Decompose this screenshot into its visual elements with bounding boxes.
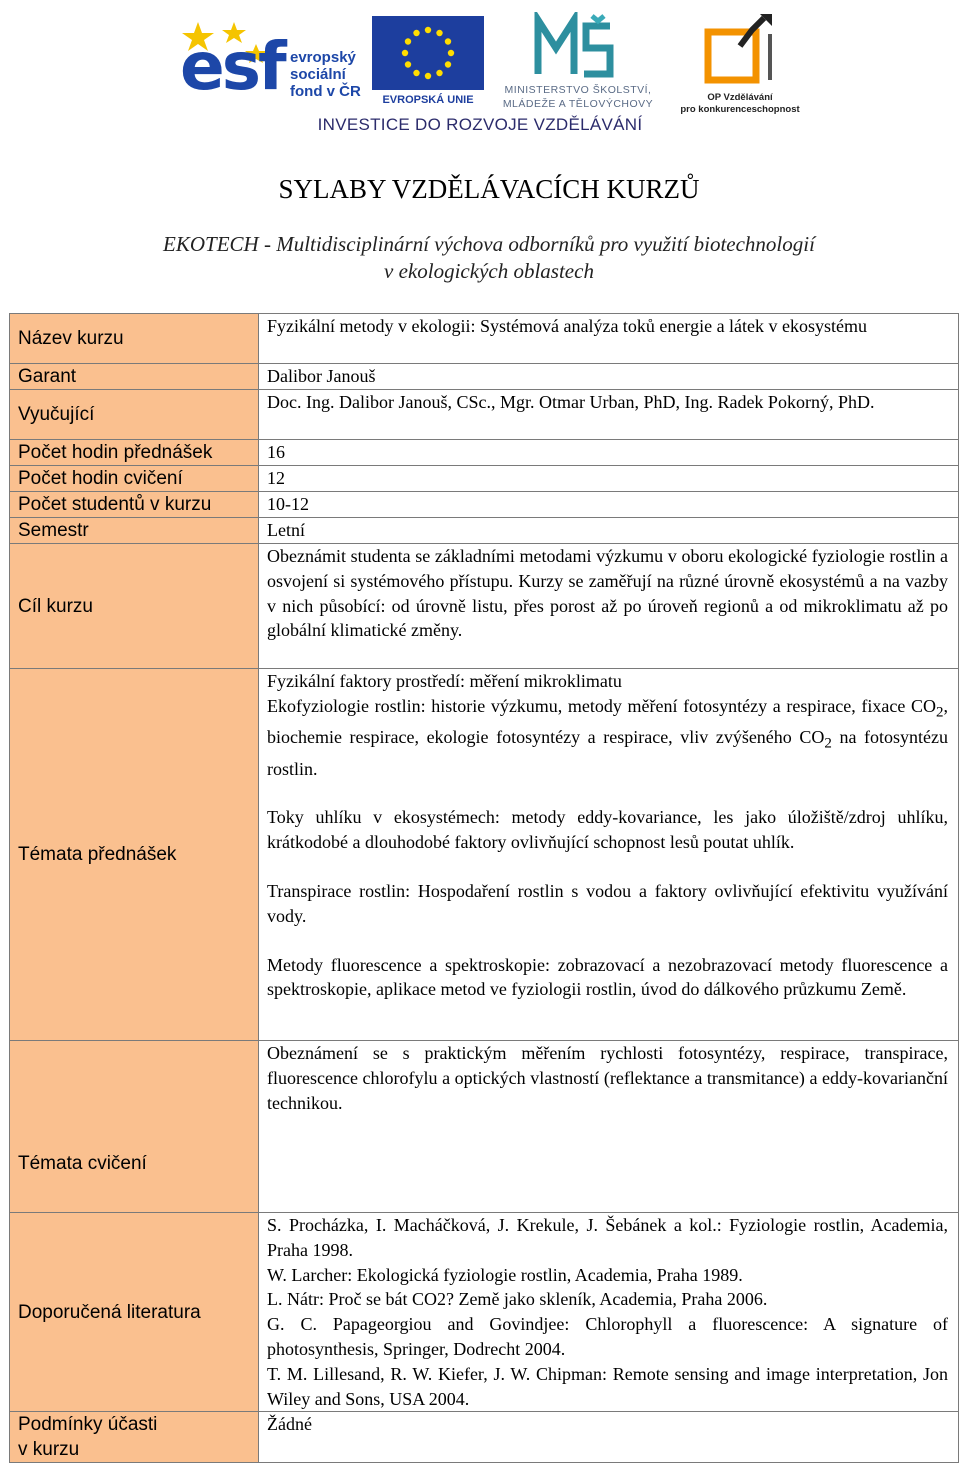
row-garant — [10, 364, 959, 390]
row-semestr — [10, 518, 959, 544]
literature-item: G. C. Papageorgiou and Govindjee: Chlorophyll a fluorescence: A signature of photosynthesis, Springer, Dodrecht 2004. — [267, 1314, 948, 1359]
label-garant: Garant — [10, 364, 259, 390]
document-title: SYLABY VZDĚLÁVACÍCH KURZŮ — [278, 174, 700, 204]
literature-item: W. Larcher: Ekologická fyziologie rostlin, Academia, Praha 1989. — [267, 1264, 743, 1285]
row-literatura — [10, 1213, 959, 1412]
label-podminky — [10, 1412, 259, 1463]
paragraph-gap — [267, 781, 948, 805]
value-garant: Dalibor Janouš — [259, 364, 959, 390]
co2-subscript: 2 — [936, 704, 944, 721]
row-temata-cviceni — [10, 1041, 959, 1213]
row-cil — [10, 544, 959, 669]
lecture-topic-2-part-b: , biochemie respirace, ekologie fotosyntézy a respirace, vliv zvýšeného CO — [267, 695, 948, 748]
label-studentu: Počet studentů v kurzu — [10, 492, 259, 518]
label-hodiny-prednasek: Počet hodin přednášek — [10, 440, 259, 466]
eu-label: EVROPSKÁ UNIE — [382, 94, 474, 106]
row-hodiny-prednasek — [10, 440, 959, 466]
value-podminky: Žádné — [259, 1412, 959, 1463]
lecture-topic-2-part-a: Ekofyziologie rostlin: historie výzkumu, metody měření fotosyntézy a respirace, fixace CO — [267, 695, 936, 716]
value-semestr: Letní — [259, 518, 959, 544]
msmt-line-2: MLÁDEŽE A TĚLOVÝCHOVY — [502, 98, 654, 110]
eu-logo — [372, 16, 484, 108]
esf-line-1: evropský — [290, 49, 356, 66]
label-cil: Cíl kurzu — [10, 544, 259, 669]
value-nazev: Fyzikální metody v ekologii: Systémová analýza toků energie a látek v ekosystému — [259, 314, 959, 364]
syllabus-table — [9, 313, 959, 1463]
op-logo — [680, 12, 800, 115]
row-hodiny-cviceni — [10, 466, 959, 492]
label-vyucujici: Vyučující — [10, 390, 259, 440]
value-temata-cviceni: Obeznámení se s praktickým měřením rychlosti fotosyntézy, respirace, transpirace, fluorescence chlorofylu a optických vlastností (reflektance a transmitance) a eddy-kovarianční technikou. — [259, 1041, 959, 1213]
value-hodiny-prednasek: 16 — [259, 440, 959, 466]
lecture-topic-1: Fyzikální faktory prostředí: měření mikroklimatu — [267, 671, 622, 691]
row-nazev — [10, 314, 959, 364]
op-line-2: pro konkurenceschopnost — [680, 104, 800, 115]
value-vyucujici: Doc. Ing. Dalibor Janouš, CSc., Mgr. Otmar Urban, PhD, Ing. Radek Pokorný, PhD. — [259, 390, 959, 440]
label-podminky-line-1: Podmínky účasti — [18, 1414, 158, 1436]
subtitle-line-2: v ekologických oblastech — [384, 259, 594, 283]
paragraph-gap — [267, 855, 948, 879]
label-temata-cviceni: Témata cvičení — [10, 1041, 259, 1213]
co2-subscript: 2 — [824, 735, 832, 752]
label-podminky-line-2: v kurzu — [18, 1439, 80, 1461]
lecture-topic-2 — [267, 694, 948, 782]
label-semestr: Semestr — [10, 518, 259, 544]
value-cil: Obeznámit studenta se základními metodami výzkumu v oboru ekologické fyziologie rostlin a osvojení si systémového přístupu. Kurzy se zaměřují na různé úrovně ekosystémů a na vazby v nich působící: od úrovně listu, přes porost až po úroveň regionů a od mikroklimatu až po globální klimatické změny. — [259, 544, 959, 669]
op-line-1: OP Vzdělávání — [707, 92, 773, 103]
lecture-topic-3: Toky uhlíku v ekosystémech: metody eddy-kovariance, les jako úložiště/zdroj uhlíku, krátkodobé a dlouhodobé faktory ovlivňující schopnost lesů poutat uhlík. — [267, 807, 948, 853]
esf-line-3: fond v ČR — [290, 83, 361, 100]
document-subtitle — [0, 231, 960, 285]
paragraph-gap — [267, 929, 948, 953]
msmt-logo — [488, 12, 668, 112]
lecture-topic-5: Metody fluorescence a spektroskopie: zobrazovací a nezobrazovací metody fluorescence a spektroskopie, aplikace metod ve fyziologii rostlin, úvod do dálkového průzkumu Země. — [267, 954, 948, 1000]
logo-header — [0, 0, 960, 150]
investice-tagline: INVESTICE DO ROZVOJE VZDĚLÁVÁNÍ — [317, 115, 643, 134]
subtitle-line-1: EKOTECH - Multidisciplinární výchova odborníků pro využití biotechnologií — [163, 232, 815, 256]
literature-item: L. Nátr: Proč se bát CO2? Země jako skleník, Academia, Praha 2006. — [267, 1289, 768, 1310]
row-temata-prednasek — [10, 669, 959, 1041]
label-nazev: Název kurzu — [10, 314, 259, 364]
lecture-topic-2-part-c: na fotosyntézu rostlin. — [267, 727, 949, 779]
msmt-emblem-icon — [488, 12, 668, 82]
row-podminky — [10, 1412, 959, 1463]
lecture-topic-4: Transpirace rostlin: Hospodaření rostlin s vodou a faktory ovlivňující efektivitu využívání vody. — [267, 880, 948, 926]
row-vyucujici — [10, 390, 959, 440]
esf-mark: esf — [180, 28, 284, 105]
eu-flag-icon — [372, 16, 484, 90]
label-literatura: Doporučená literatura — [10, 1213, 259, 1412]
value-literatura — [259, 1213, 959, 1412]
label-hodiny-cviceni: Počet hodin cvičení — [10, 466, 259, 492]
value-temata-prednasek — [259, 669, 959, 1041]
literature-item: T. M. Lillesand, R. W. Kiefer, J. W. Chipman: Remote sensing and image interpretation, Jon Wiley and Sons, USA 2004. — [267, 1363, 948, 1409]
label-temata-prednasek: Témata přednášek — [10, 669, 259, 1041]
value-studentu: 10-12 — [259, 492, 959, 518]
literature-item: S. Procházka, I. Macháčková, J. Krekule, J. Šebánek a kol.: Fyziologie rostlin, Academia, Praha 1998. — [267, 1215, 948, 1260]
value-hodiny-cviceni: 12 — [259, 466, 959, 492]
msmt-line-1: MINISTERSTVO ŠKOLSTVÍ, — [504, 84, 652, 96]
esf-line-2: sociální — [290, 66, 346, 83]
op-mark-icon — [680, 12, 800, 90]
row-studentu — [10, 492, 959, 518]
